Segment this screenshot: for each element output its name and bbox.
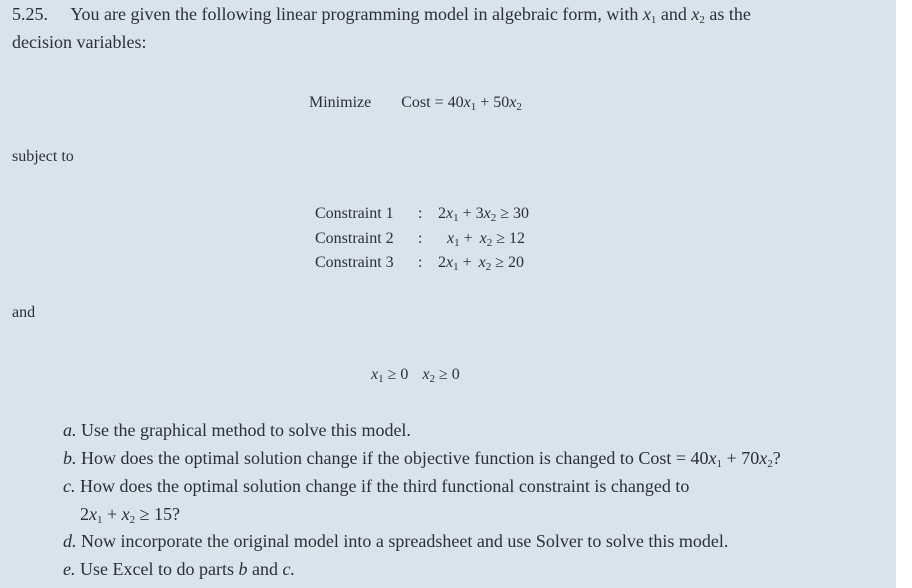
part-text: Use the graphical method to solve this model. (81, 420, 411, 440)
part-c (63, 476, 689, 497)
constraint-label: Constraint 3 (315, 254, 394, 271)
part-letter: b. (63, 448, 77, 468)
nonneg-rhs-1: 0 (400, 366, 409, 383)
part-b-cost-label: Cost (638, 448, 672, 468)
part-letter: d. (63, 531, 77, 551)
constraint-label: Constraint 2 (315, 230, 394, 247)
part-d (63, 531, 728, 552)
constraint-label: Constraint 1 (315, 205, 394, 222)
constraint-coef: 3 (475, 205, 484, 222)
constraint-expression: $2x_1 + 3x_2 \ge 30$ (438, 205, 530, 224)
part-e-ref-c: c. (282, 559, 295, 579)
part-text: Use Excel to do parts (80, 559, 234, 579)
objective-label: Cost (401, 94, 431, 111)
problem-number: 5.25. (12, 4, 48, 24)
nonneg-rhs-2: 0 (451, 366, 460, 383)
part-a (63, 420, 411, 441)
constraint-row-2: Constraint 2 : $x_1 + x_2 \ge 12$ (315, 230, 526, 249)
part-c-rhs: 15 (154, 504, 173, 524)
objective-sense: Minimize (309, 94, 372, 111)
subject-to-label: subject to (12, 148, 74, 165)
intro-and: and (660, 4, 687, 24)
objective-coef2: 50 (493, 94, 510, 111)
part-text: How does the optimal solution change if the third functional constraint is changed to (80, 476, 690, 496)
part-text: Now incorporate the original model into a spreadsheet and use Solver to solve this model. (81, 531, 729, 551)
constraint-row-3: Constraint 3 : $2x_1 + x_2 \ge 20$ (315, 254, 525, 273)
objective-coef1: 40 (447, 94, 464, 111)
constraint-coef: 2 (438, 205, 446, 222)
page-edge (896, 0, 912, 588)
constraint-expression: $x_1 + x_2 \ge 12$ (447, 230, 526, 249)
nonnegativity-constraints: $x_1 \ge 0$ $x_2 \ge 0$ (371, 366, 460, 385)
problem-header: 5.25. You are given the following linear programming model in algebraic form, with $x_1$ and $x_2$ as the (12, 4, 751, 26)
part-e-and: and (251, 559, 278, 579)
part-text: How does the optimal solution change if the objective function is changed to (81, 448, 634, 468)
intro-line-2: decision variables: (12, 32, 147, 52)
part-b-coef2: 70 (741, 448, 760, 468)
objective-function: Minimize Cost = $40x_1 + 50x_2$ (309, 94, 522, 113)
part-b-coef1: 40 (690, 448, 709, 468)
intro-tail: as the (709, 4, 751, 24)
and-label: and (12, 304, 36, 321)
constraint-rhs: 30 (513, 205, 530, 222)
constraint-rhs: 20 (508, 254, 525, 271)
constraint-expression: $2x_1 + x_2 \ge 20$ (438, 254, 525, 273)
part-b: b. How does the optimal solution change if the objective function is changed to Cost = $40x_1 + 70x_2$? (63, 448, 781, 470)
part-letter: c. (63, 476, 76, 496)
constraint-coef: 2 (438, 254, 446, 271)
constraint-rhs: 12 (509, 230, 526, 247)
part-letter: a. (63, 420, 77, 440)
part-letter: e. (63, 559, 76, 579)
part-e-ref-b: b (238, 559, 248, 579)
intro-text: You are given the following linear programming model in algebraic form, with (70, 4, 639, 24)
constraint-row-1: Constraint 1 : $2x_1 + 3x_2 \ge 30$ (315, 205, 530, 224)
part-c-coef: 2 (80, 504, 89, 524)
part-e (63, 559, 295, 580)
part-c-expression: $2x_1 + x_2 \ge 15$? (80, 504, 181, 526)
